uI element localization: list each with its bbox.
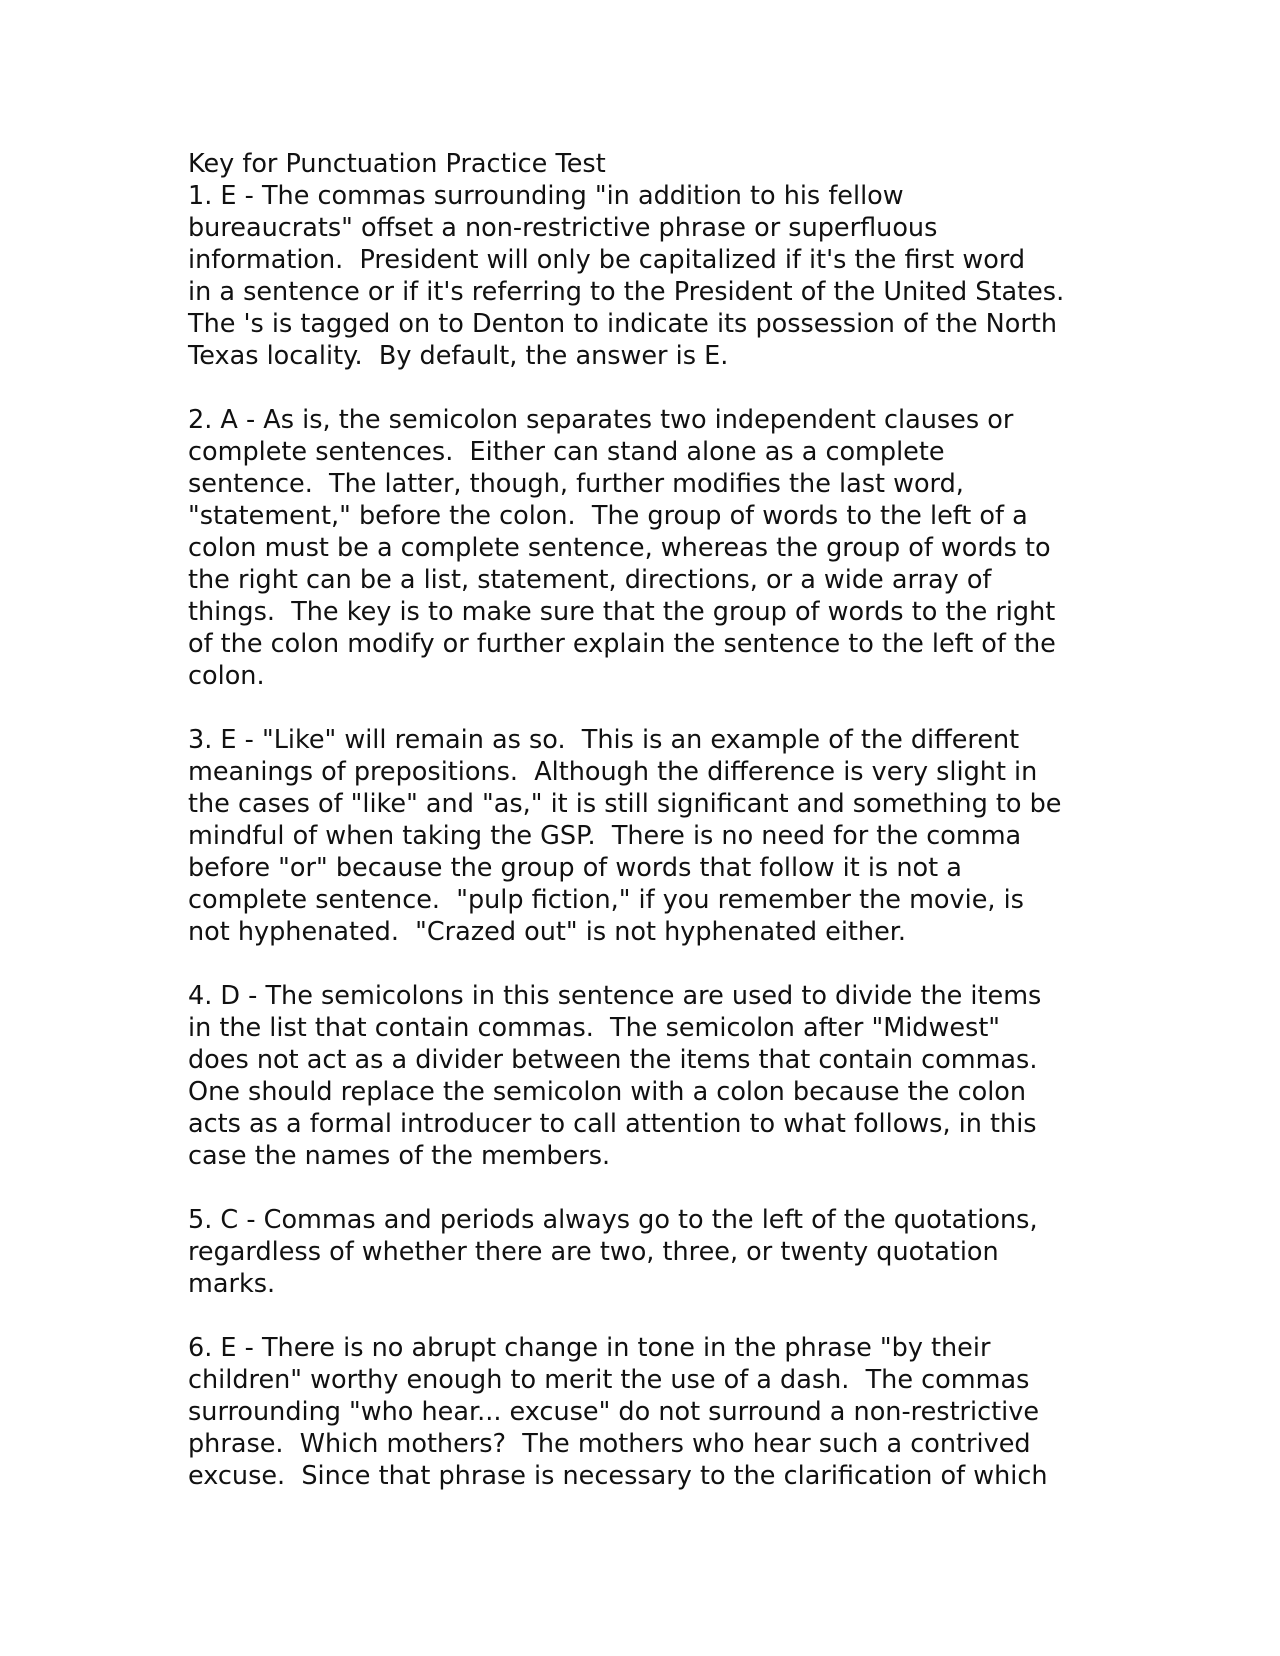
answer-paragraph-6: [188, 1332, 1108, 1492]
paragraph-line: of the colon modify or further explain the sentence to the left of the: [188, 629, 1056, 659]
paragraph-line: complete sentences. Either can stand alone as a complete: [188, 437, 945, 467]
paragraph-line: mindful of when taking the GSP. There is no need for the comma: [188, 821, 1022, 851]
paragraph-line: case the names of the members.: [188, 1141, 611, 1171]
paragraph-line: does not act as a divider between the items that contain commas.: [188, 1045, 1038, 1075]
paragraph-line: One should replace the semicolon with a colon because the colon: [188, 1077, 1027, 1107]
answer-paragraph-2: [188, 404, 1108, 692]
paragraph-line: sentence. The latter, though, further modifies the last word,: [188, 469, 964, 499]
document-body: [188, 148, 1108, 1524]
paragraph-line: phrase. Which mothers? The mothers who hear such a contrived: [188, 1429, 1031, 1459]
paragraph-line: information. President will only be capitalized if it's the first word: [188, 245, 1026, 275]
paragraph-line: meanings of prepositions. Although the difference is very slight in: [188, 757, 1038, 787]
paragraph-line: Texas locality. By default, the answer is E.: [188, 341, 729, 371]
paragraph-line: the cases of "like" and "as," it is still significant and something to be: [188, 789, 1062, 819]
paragraph-line: complete sentence. "pulp fiction," if you remember the movie, is: [188, 885, 1024, 915]
paragraph-line: in a sentence or if it's referring to the President of the United States.: [188, 277, 1065, 307]
paragraph-line: 1. E - The commas surrounding "in addition to his fellow: [188, 181, 904, 211]
paragraph-line: bureaucrats" offset a non-restrictive phrase or superfluous: [188, 213, 938, 243]
answer-paragraph-3: [188, 724, 1108, 948]
paragraph-line: not hyphenated. "Crazed out" is not hyphenated either.: [188, 917, 907, 947]
paragraph-line: the right can be a list, statement, directions, or a wide array of: [188, 565, 992, 595]
paragraph-line: "statement," before the colon. The group of words to the left of a: [188, 501, 1028, 531]
answer-paragraph-1: [188, 180, 1108, 372]
paragraph-line: surrounding "who hear... excuse" do not surround a non-restrictive: [188, 1397, 1040, 1427]
paragraph-line: colon must be a complete sentence, whereas the group of words to: [188, 533, 1051, 563]
answer-paragraph-5: [188, 1204, 1108, 1300]
paragraph-line: excuse. Since that phrase is necessary to the clarification of which: [188, 1461, 1048, 1491]
paragraph-line: 5. C - Commas and periods always go to the left of the quotations,: [188, 1205, 1038, 1235]
paragraph-line: before "or" because the group of words that follow it is not a: [188, 853, 962, 883]
paragraph-line: regardless of whether there are two, three, or twenty quotation: [188, 1237, 999, 1267]
paragraph-line: in the list that contain commas. The semicolon after "Midwest": [188, 1013, 1001, 1043]
paragraph-line: The 's is tagged on to Denton to indicate its possession of the North: [188, 309, 1057, 339]
answer-paragraph-4: [188, 980, 1108, 1172]
paragraph-line: acts as a formal introducer to call attention to what follows, in this: [188, 1109, 1037, 1139]
paragraph-line: 4. D - The semicolons in this sentence are used to divide the items: [188, 981, 1042, 1011]
paragraph-line: 3. E - "Like" will remain as so. This is an example of the different: [188, 725, 1020, 755]
paragraph-line: things. The key is to make sure that the group of words to the right: [188, 597, 1056, 627]
paragraph-line: marks.: [188, 1269, 276, 1299]
paragraph-line: children" worthy enough to merit the use of a dash. The commas: [188, 1365, 1030, 1395]
document-title: Key for Punctuation Practice Test: [188, 149, 606, 179]
paragraph-line: colon.: [188, 661, 265, 691]
paragraph-line: 6. E - There is no abrupt change in tone in the phrase "by their: [188, 1333, 991, 1363]
paragraph-line: 2. A - As is, the semicolon separates two independent clauses or: [188, 405, 1014, 435]
